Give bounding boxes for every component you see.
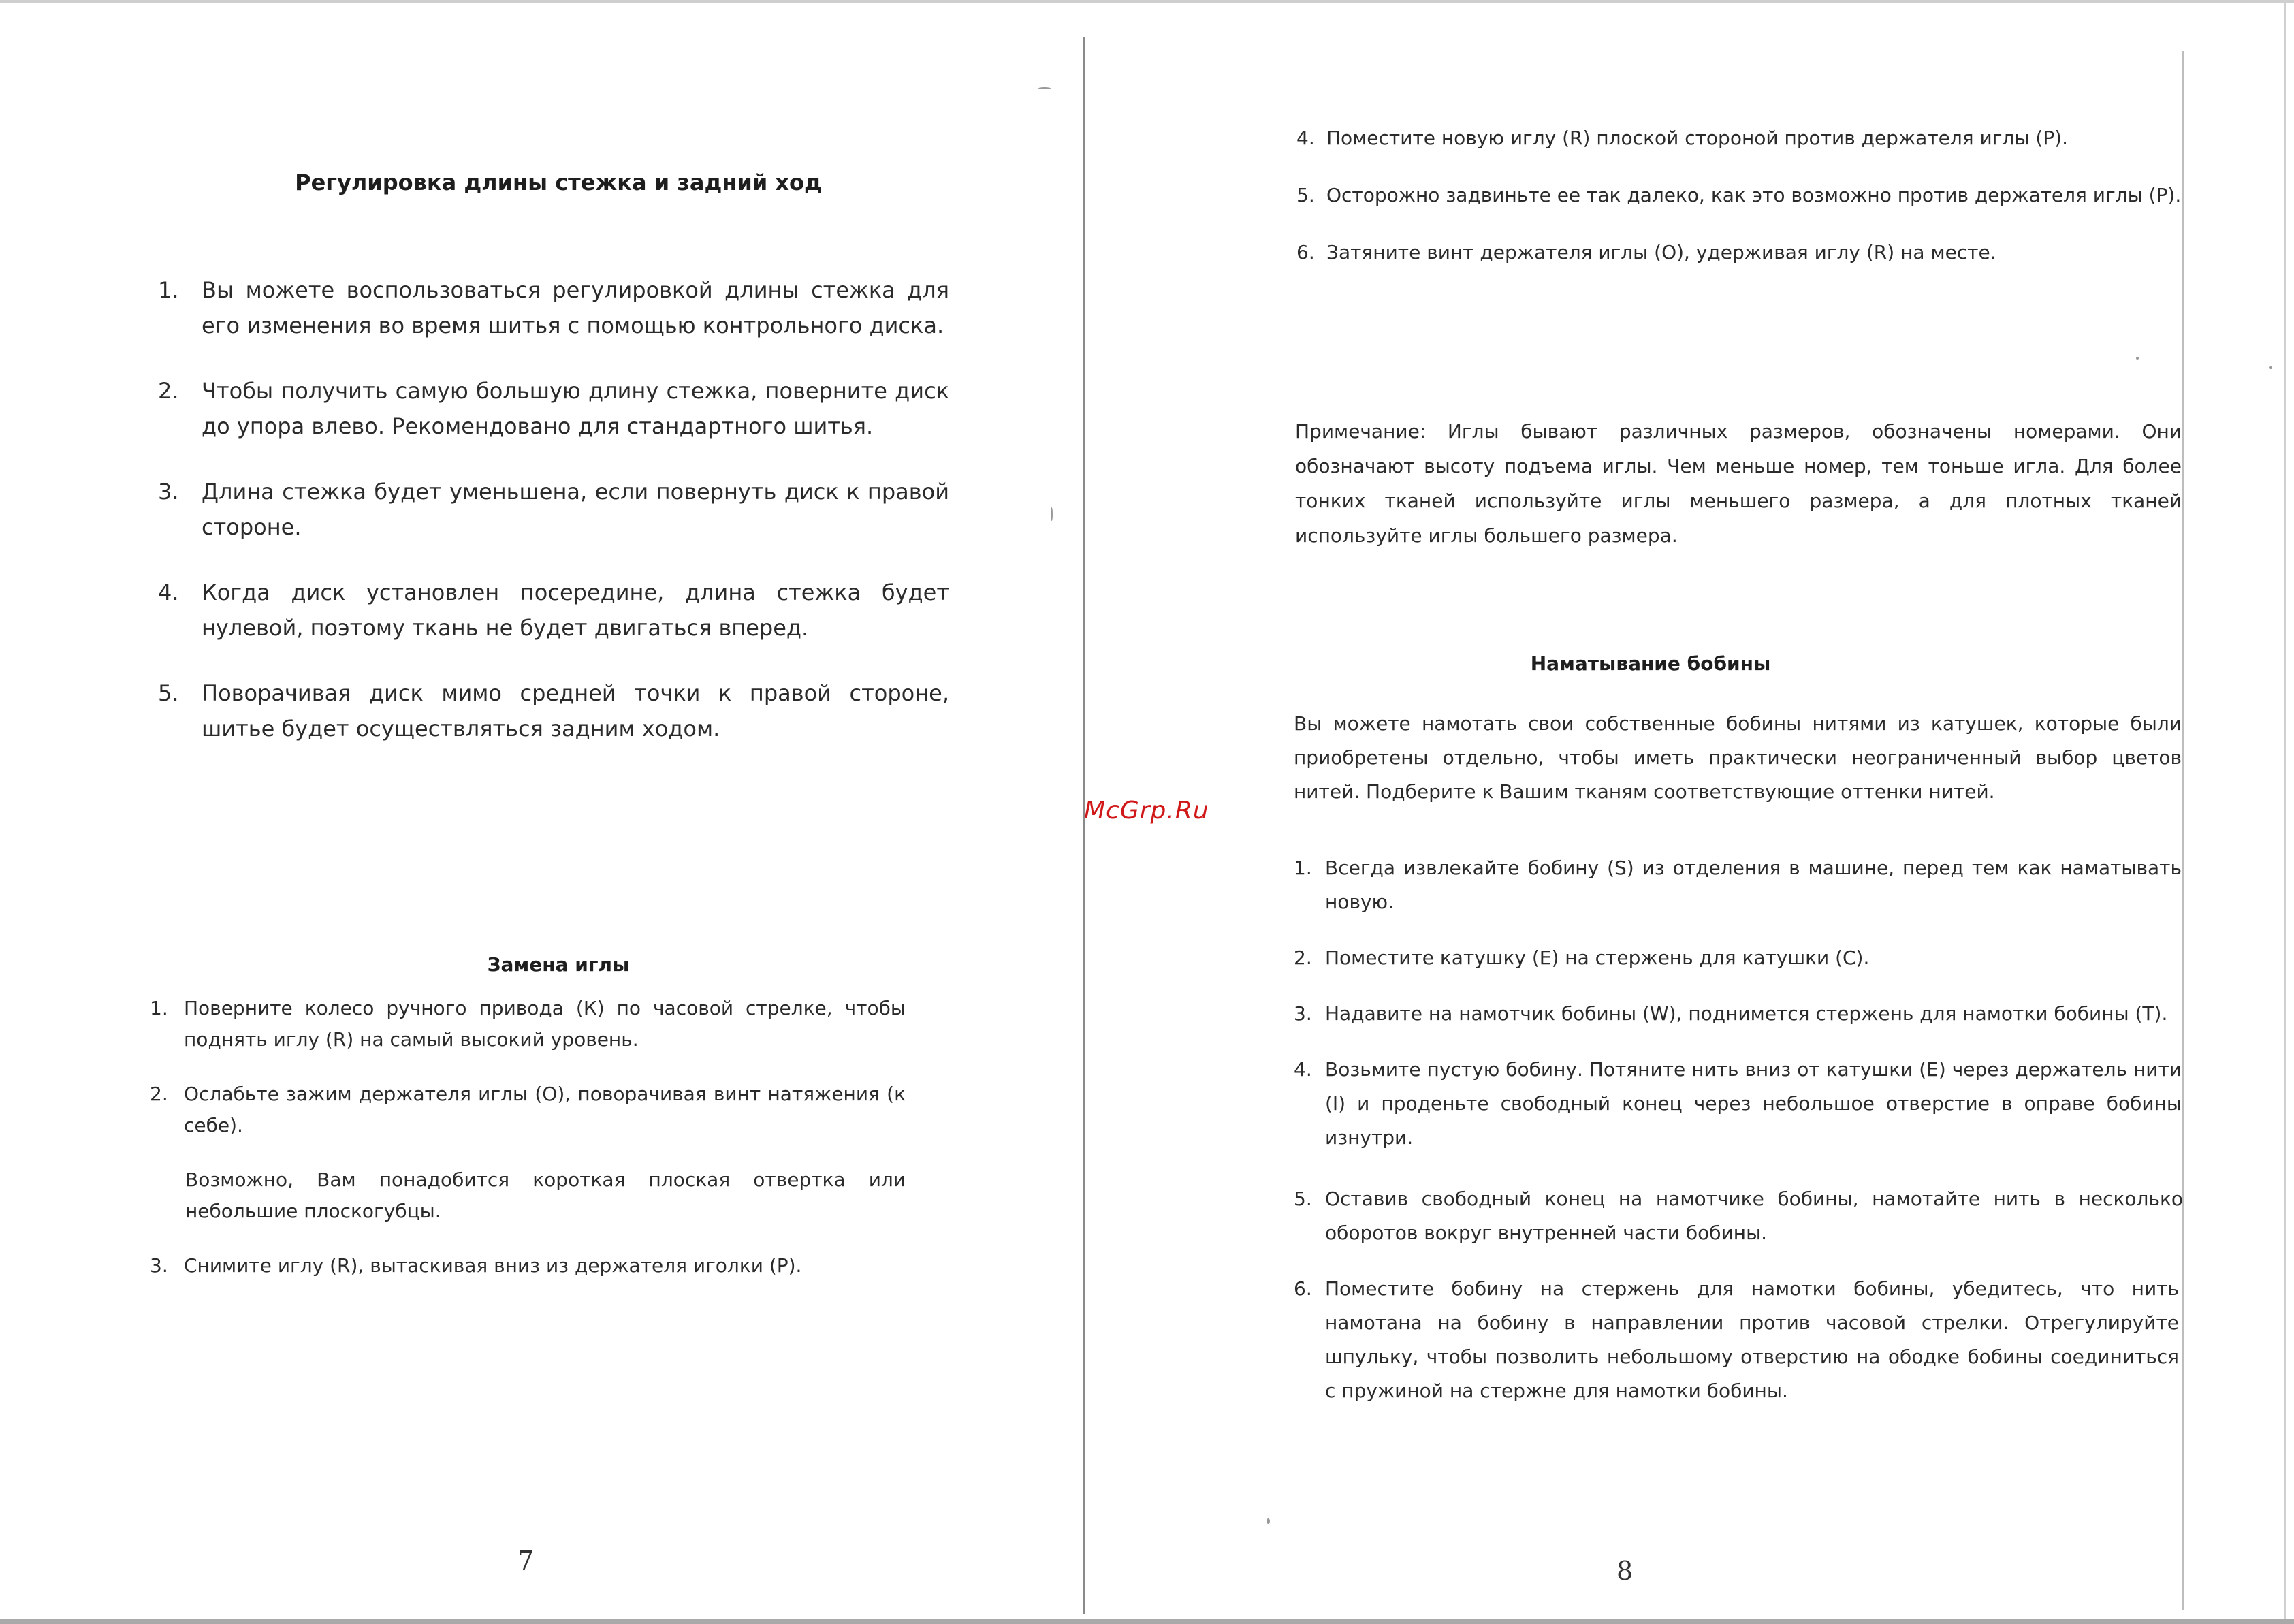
item-text: Всегда извлекайте бобину (S) из отделения в машине, перед тем как наматывать новую. (1325, 857, 2182, 913)
list-item (158, 675, 949, 746)
item-text: Надавите на намотчик бобины (W), поднимется стержень для намотки бобины (Т). (1325, 1002, 2168, 1025)
item-number: 1. (158, 277, 179, 303)
list-item (150, 1079, 906, 1141)
section-title-needle-replacement: Замена иглы (487, 953, 630, 976)
item-text: Длина стежка будет уменьшена, если повернуть диск к правой стороне. (202, 479, 949, 540)
item-number: 4. (1294, 1058, 1312, 1081)
needle-note (150, 1164, 906, 1227)
list-item (1294, 941, 2182, 975)
needle-replacement-steps-continued (1296, 121, 2182, 293)
watermark: McGrp.Ru (1084, 797, 1209, 825)
item-number: 3. (158, 479, 179, 505)
section-title-stitch-length: Регулировка длины стежка и задний ход (295, 169, 822, 195)
item-text: Оставив свободный конец на намотчике бобины, намотайте нить в несколько оборотов вокруг внутренней части бобины. (1325, 1188, 2183, 1244)
item-number: 6. (1294, 1277, 1312, 1300)
list-item (1294, 997, 2182, 1031)
page-number: 7 (517, 1546, 535, 1576)
item-number: 1. (1294, 857, 1312, 879)
item-number: 5. (1296, 184, 1315, 206)
page-right (1085, 0, 2294, 1624)
item-text: Поворачивая диск мимо средней точки к правой стороне, шитье будет осуществляться задним ходом. (202, 680, 949, 742)
list-item (1294, 1053, 2182, 1155)
item-number: 6. (1296, 241, 1315, 264)
bobbin-winding-steps (1294, 851, 2182, 1430)
bobbin-intro: Вы можете намотать свои собственные бобины нитями из катушек, которые были приобретены отдельно, чтобы иметь практически неограниченный выбор цветов нитей. Подберите к Вашим тканям соответствующие оттенки нитей. (1294, 712, 2182, 803)
needle-replacement-steps (150, 993, 906, 1305)
item-number: 2. (1294, 946, 1312, 969)
item-number: 3. (1294, 1002, 1312, 1025)
item-text: Поверните колесо ручного привода (К) по часовой стрелке, чтобы поднять иглу (R) на самый высокий уровень. (184, 997, 906, 1051)
item-number: 5. (158, 680, 179, 706)
note-text: Возможно, Вам понадобится короткая плоская отвертка или небольшие плоскогубцы. (185, 1168, 906, 1222)
list-item (150, 1250, 906, 1281)
page-left (0, 0, 1083, 1624)
item-text: Поместите новую иглу (R) плоской стороной против держателя иглы (Р). (1326, 127, 2068, 149)
item-number: 3. (150, 1254, 168, 1277)
section-title-bobbin-winding: Наматывание бобины (1530, 652, 1771, 675)
item-number: 5. (1294, 1188, 1312, 1210)
item-number: 2. (150, 1083, 168, 1105)
list-item (150, 993, 906, 1055)
item-number: 1. (150, 997, 168, 1019)
item-text: Снимите иглу (R), вытаскивая вниз из держателя иголки (Р). (184, 1254, 802, 1277)
list-item (158, 474, 949, 545)
item-text: Возьмите пустую бобину. Потяните нить вниз от катушки (Е) через держатель нити (I) и проденьте свободный конец через небольшое отверстие в оправе бобины изнутри. (1325, 1058, 2182, 1149)
needle-size-note: Примечание: Иглы бывают различных размеров, обозначены номерами. Они обозначают высоту подъема иглы. Чем меньше номер, тем тоньше игла. Для более тонких тканей используйте иглы меньшего размера, а для плотных тканей используйте иглы большего размера. (1295, 420, 2182, 547)
list-item (158, 373, 949, 444)
list-item (1296, 236, 2182, 270)
item-text: Затяните винт держателя иглы (О), удерживая иглу (R) на месте. (1326, 241, 1996, 264)
item-text: Ослабьте зажим держателя иглы (О), поворачивая винт натяжения (к себе). (184, 1083, 906, 1136)
item-number: 4. (1296, 127, 1315, 149)
list-item (1294, 1272, 2179, 1408)
item-text: Поместите катушку (Е) на стержень для катушки (С). (1325, 946, 1870, 969)
list-item (1296, 178, 2182, 212)
list-item (1296, 121, 2182, 155)
item-number: 2. (158, 378, 179, 404)
list-item (1294, 1182, 2183, 1250)
stitch-length-steps (158, 272, 949, 776)
item-number: 4. (158, 579, 179, 605)
list-item (158, 575, 949, 646)
item-text: Вы можете воспользоваться регулировкой длины стежка для его изменения во время шитья с помощью контрольного диска. (202, 277, 949, 338)
item-text: Когда диск установлен посередине, длина стежка будет нулевой, поэтому ткань не будет двигаться вперед. (202, 579, 949, 641)
page-number: 8 (1616, 1556, 1634, 1586)
list-item (1294, 851, 2182, 919)
item-text: Осторожно задвиньте ее так далеко, как это возможно против держателя иглы (Р). (1326, 184, 2182, 206)
item-text: Поместите бобину на стержень для намотки бобины, убедитесь, что нить намотана на бобину в направлении против часовой стрелки. Отрегулируйте шпульку, чтобы позволить небольшому отверстию на ободке бобины соединиться с пружиной на стержне для намотки бобины. (1325, 1277, 2179, 1402)
item-text: Чтобы получить самую большую длину стежка, поверните диск до упора влево. Рекомендовано для стандартного шитья. (202, 378, 949, 439)
list-item (158, 272, 949, 343)
